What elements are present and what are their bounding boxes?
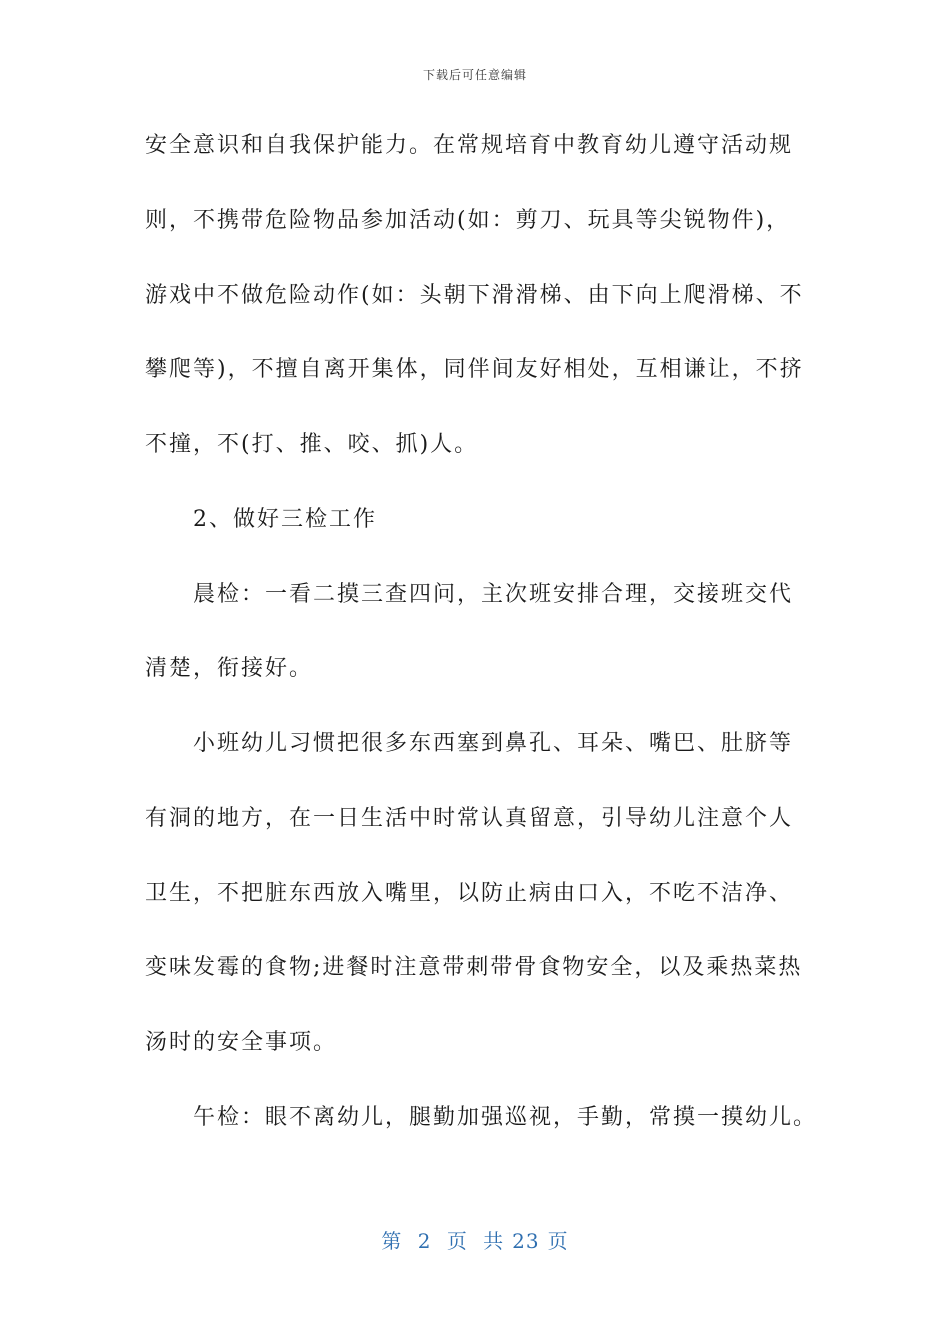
section-heading: 2、做好三检工作 [193,507,377,532]
text-line: 汤时的安全事项。 [145,1030,338,1055]
text-line: 有洞的地方，在一日生活中时常认真留意，引导幼儿注意个人 [145,806,794,831]
footer-suffix: 页 [547,1229,569,1253]
footer-middle: 页 [446,1229,468,1253]
text-line: 晨检：一看二摸三查四问，主次班安排合理，交接班交代 [193,582,794,607]
text-line: 则，不携带危险物品参加活动(如：剪刀、玩具等尖锐物件)， [145,208,791,233]
text-line: 卫生，不把脏东西放入嘴里，以防止病由口入，不吃不洁净、 [145,881,794,906]
text-line: 清楚，衔接好。 [145,656,314,681]
text-line: 游戏中不做危险动作(如：头朝下滑滑梯、由下向上爬滑梯、不 [145,283,804,308]
footer-total-prefix: 共 [483,1229,505,1253]
current-page-number: 2 [417,1229,432,1253]
text-line: 变味发霉的食物;进餐时注意带刺带骨食物安全，以及乘热菜热 [145,955,803,980]
text-line: 小班幼儿习惯把很多东西塞到鼻孔、耳朵、嘴巴、肚脐等 [193,731,794,756]
footer-prefix: 第 [381,1229,403,1253]
header-note: 下载后可任意编辑 [422,68,527,82]
text-line: 安全意识和自我保护能力。在常规培育中教育幼儿遵守活动规 [145,133,794,158]
text-line: 午检：眼不离幼儿，腿勤加强巡视，手勤，常摸一摸幼儿。 [193,1105,818,1130]
total-pages: 23 [512,1229,540,1253]
text-line: 不撞，不(打、推、咬、抓)人。 [145,432,479,457]
page-number-footer [0,1225,950,1254]
text-line: 攀爬等)，不擅自离开集体，同伴间友好相处，互相谦让，不挤 [145,357,804,382]
